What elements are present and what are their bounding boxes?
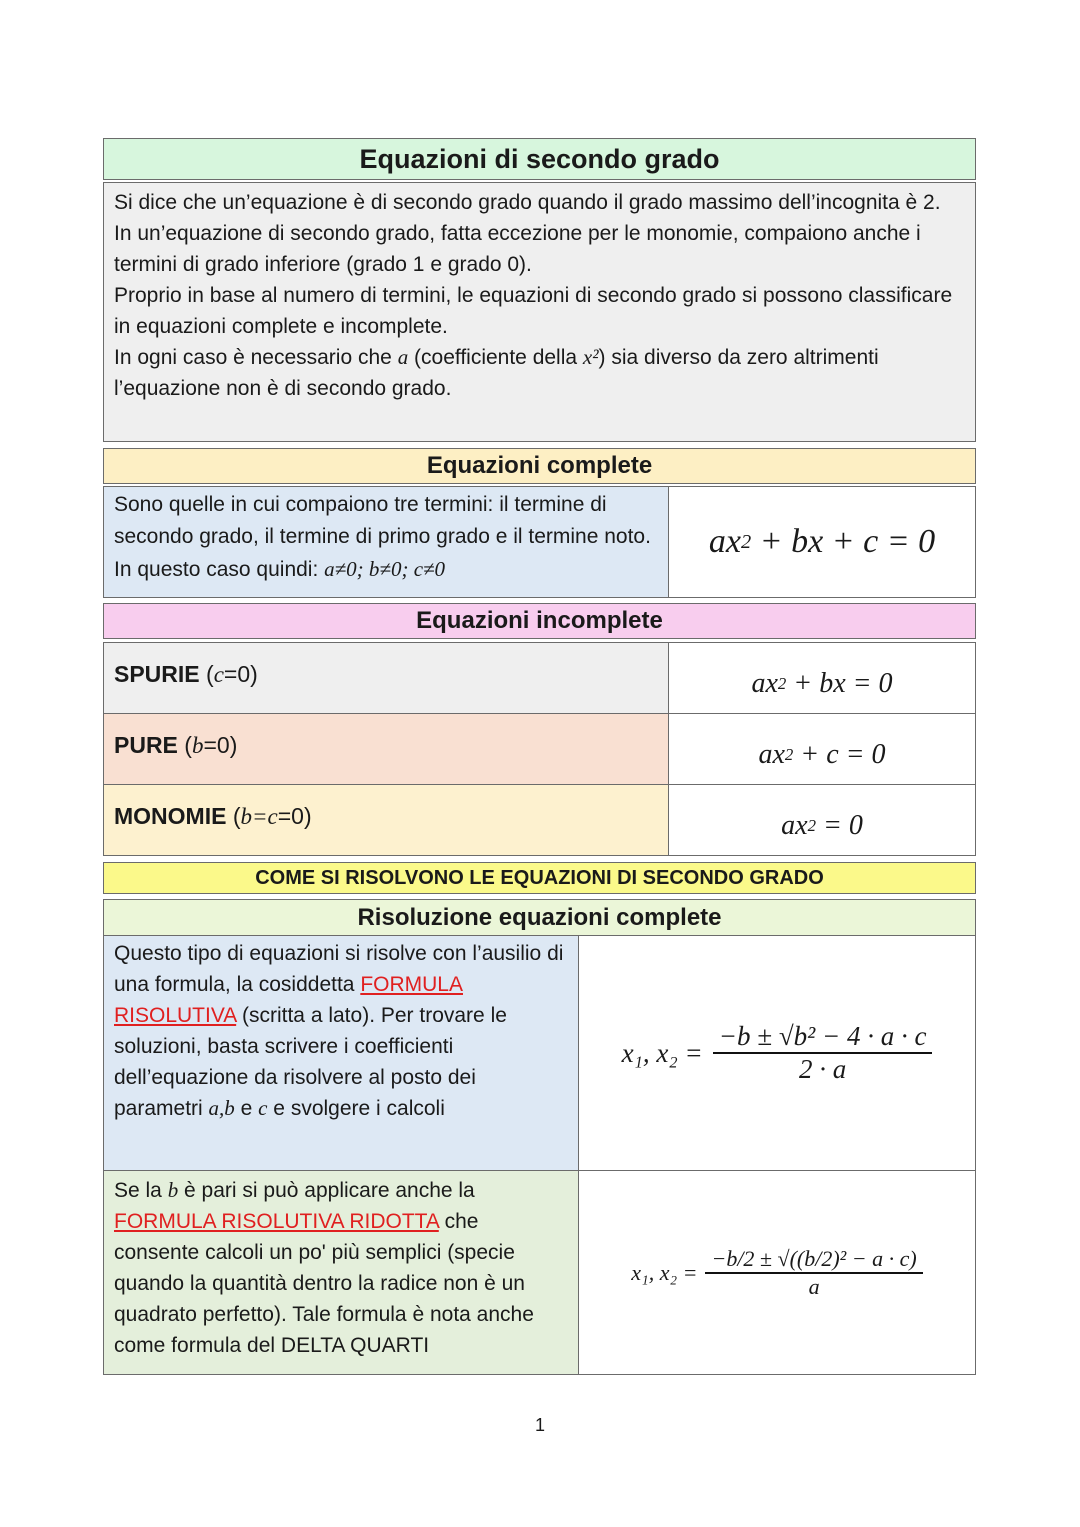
formula-part: ax [708, 523, 741, 560]
variable-b: b [167, 1178, 179, 1202]
spurie-label-cell [103, 642, 669, 714]
monomie-label: MONOMIE [114, 803, 227, 829]
spurie-formula: ax 2 + bx = 0 [668, 642, 976, 714]
spurie-label: SPURIE [114, 661, 200, 687]
formula-numerator: −b ± √b² − 4 · a · c [713, 1021, 933, 1054]
page-number: 1 [534, 1415, 545, 1435]
complete-formula: ax 2 + bx + c = 0 [668, 486, 976, 598]
intro-box [103, 182, 976, 442]
intro-paragraph-3: Proprio in base al numero di termini, le equazioni di secondo grado si possono classificare in equazioni complete e incomplete. [114, 284, 953, 338]
resolution-text-2 [103, 1170, 579, 1375]
quadratic-formula [578, 935, 976, 1171]
formula-risolutiva-link[interactable]: FORMULA RISOLUTIVA [114, 973, 463, 1027]
pure-label-cell [103, 713, 669, 785]
intro-text: ) sia diverso da zero altrimenti l’equazione non è di secondo grado. [114, 346, 879, 400]
variable-x-squared: x² [582, 345, 599, 369]
parameter-c: c [258, 1096, 268, 1120]
resolution-text: è pari si può applicare anche la [178, 1179, 475, 1202]
condition-text: =0) [203, 732, 238, 758]
resolution-text-1 [103, 935, 579, 1171]
formula-part: ax [751, 668, 778, 699]
howto-title-box [103, 862, 976, 894]
complete-conditions: a≠0; b≠0; c≠0 [324, 557, 446, 581]
resolution-text: Se la [114, 1179, 168, 1202]
main-title: Equazioni di secondo grado [359, 144, 720, 174]
formula-lhs: x₁, x₂ = [631, 1259, 698, 1285]
pure-label: PURE [114, 732, 178, 758]
condition-text: ( [226, 803, 241, 829]
parameters-ab: a,b [208, 1096, 235, 1120]
reduced-formula [578, 1170, 976, 1375]
main-title-box [103, 138, 976, 180]
condition-text: ( [177, 732, 192, 758]
pure-formula: ax 2 + c = 0 [668, 713, 976, 785]
condition-text: ( [199, 661, 214, 687]
formula-part: + bx = 0 [786, 668, 893, 699]
resolution-text: che consente calcoli un po' più semplici (specie quando la quantità dentro la radice non è un quadrato perfetto). Tale formula è nota anche come formula del DELTA QUARTI [114, 1210, 534, 1357]
monomie-formula: ax 2 = 0 [668, 784, 976, 856]
intro-paragraph-1: Si dice che un’equazione è di secondo grado quando il grado massimo dell’incognita è 2. [114, 191, 941, 214]
variable-a: a [397, 345, 409, 369]
intro-paragraph-2: In un’equazione di secondo grado, fatta eccezione per le monomie, compaiono anche i termini di grado inferiore (grado 1 e grado 0). [114, 222, 921, 276]
formula-lhs: x₁, x₂ = [621, 1037, 703, 1068]
intro-paragraph-4 [114, 342, 965, 404]
formula-fraction [713, 1021, 933, 1085]
condition-variable: c [213, 662, 224, 687]
intro-text: In ogni caso è necessario che [114, 346, 398, 369]
formula-numerator: −b/2 ± √((b/2)² − a · c) [705, 1246, 922, 1274]
formula-part: ax [781, 810, 808, 841]
resolution-text: Questo tipo di equazioni si risolve con l’ausilio di una formula, la cosiddetta [114, 942, 564, 996]
formula-denominator: a [808, 1273, 820, 1299]
incomplete-title: Equazioni incomplete [416, 607, 663, 634]
howto-title: COME SI RISOLVONO LE EQUAZIONI DI SECONDO GRADO [255, 867, 824, 889]
condition-variable: b [191, 733, 204, 758]
resolution-text: e [234, 1097, 259, 1120]
formula-denominator: 2 · a [798, 1054, 847, 1084]
formula-ridotta-link[interactable]: FORMULA RISOLUTIVA RIDOTTA [114, 1210, 439, 1233]
complete-text: Sono quelle in cui compaiono tre termini: il termine di secondo grado, il termine di primo grado e il termine noto. In questo caso quindi: [114, 493, 651, 581]
resolution-text: (scritta a lato). Per trovare le soluzioni, basta scrivere i coefficienti dell’equazione da risolvere al posto dei parametri [114, 1004, 507, 1120]
formula-part: + bx + c = 0 [751, 523, 936, 560]
resolution-title-box [103, 899, 976, 936]
formula-part: + c = 0 [793, 739, 886, 770]
formula-fraction [705, 1246, 922, 1300]
resolution-text: e svolgere i calcoli [267, 1097, 445, 1120]
complete-title: Equazioni complete [426, 452, 653, 479]
monomie-label-cell [103, 784, 669, 856]
resolution-title: Risoluzione equazioni complete [357, 904, 722, 931]
intro-text: (coefficiente della [408, 346, 583, 369]
formula-part: ax [758, 739, 785, 770]
condition-text: =0) [223, 661, 258, 687]
formula-part: = 0 [815, 810, 863, 841]
incomplete-title-box [103, 603, 976, 639]
complete-description [103, 486, 669, 598]
condition-text: =0) [277, 803, 312, 829]
condition-variable: b=c [240, 804, 278, 829]
complete-title-box [103, 448, 976, 484]
